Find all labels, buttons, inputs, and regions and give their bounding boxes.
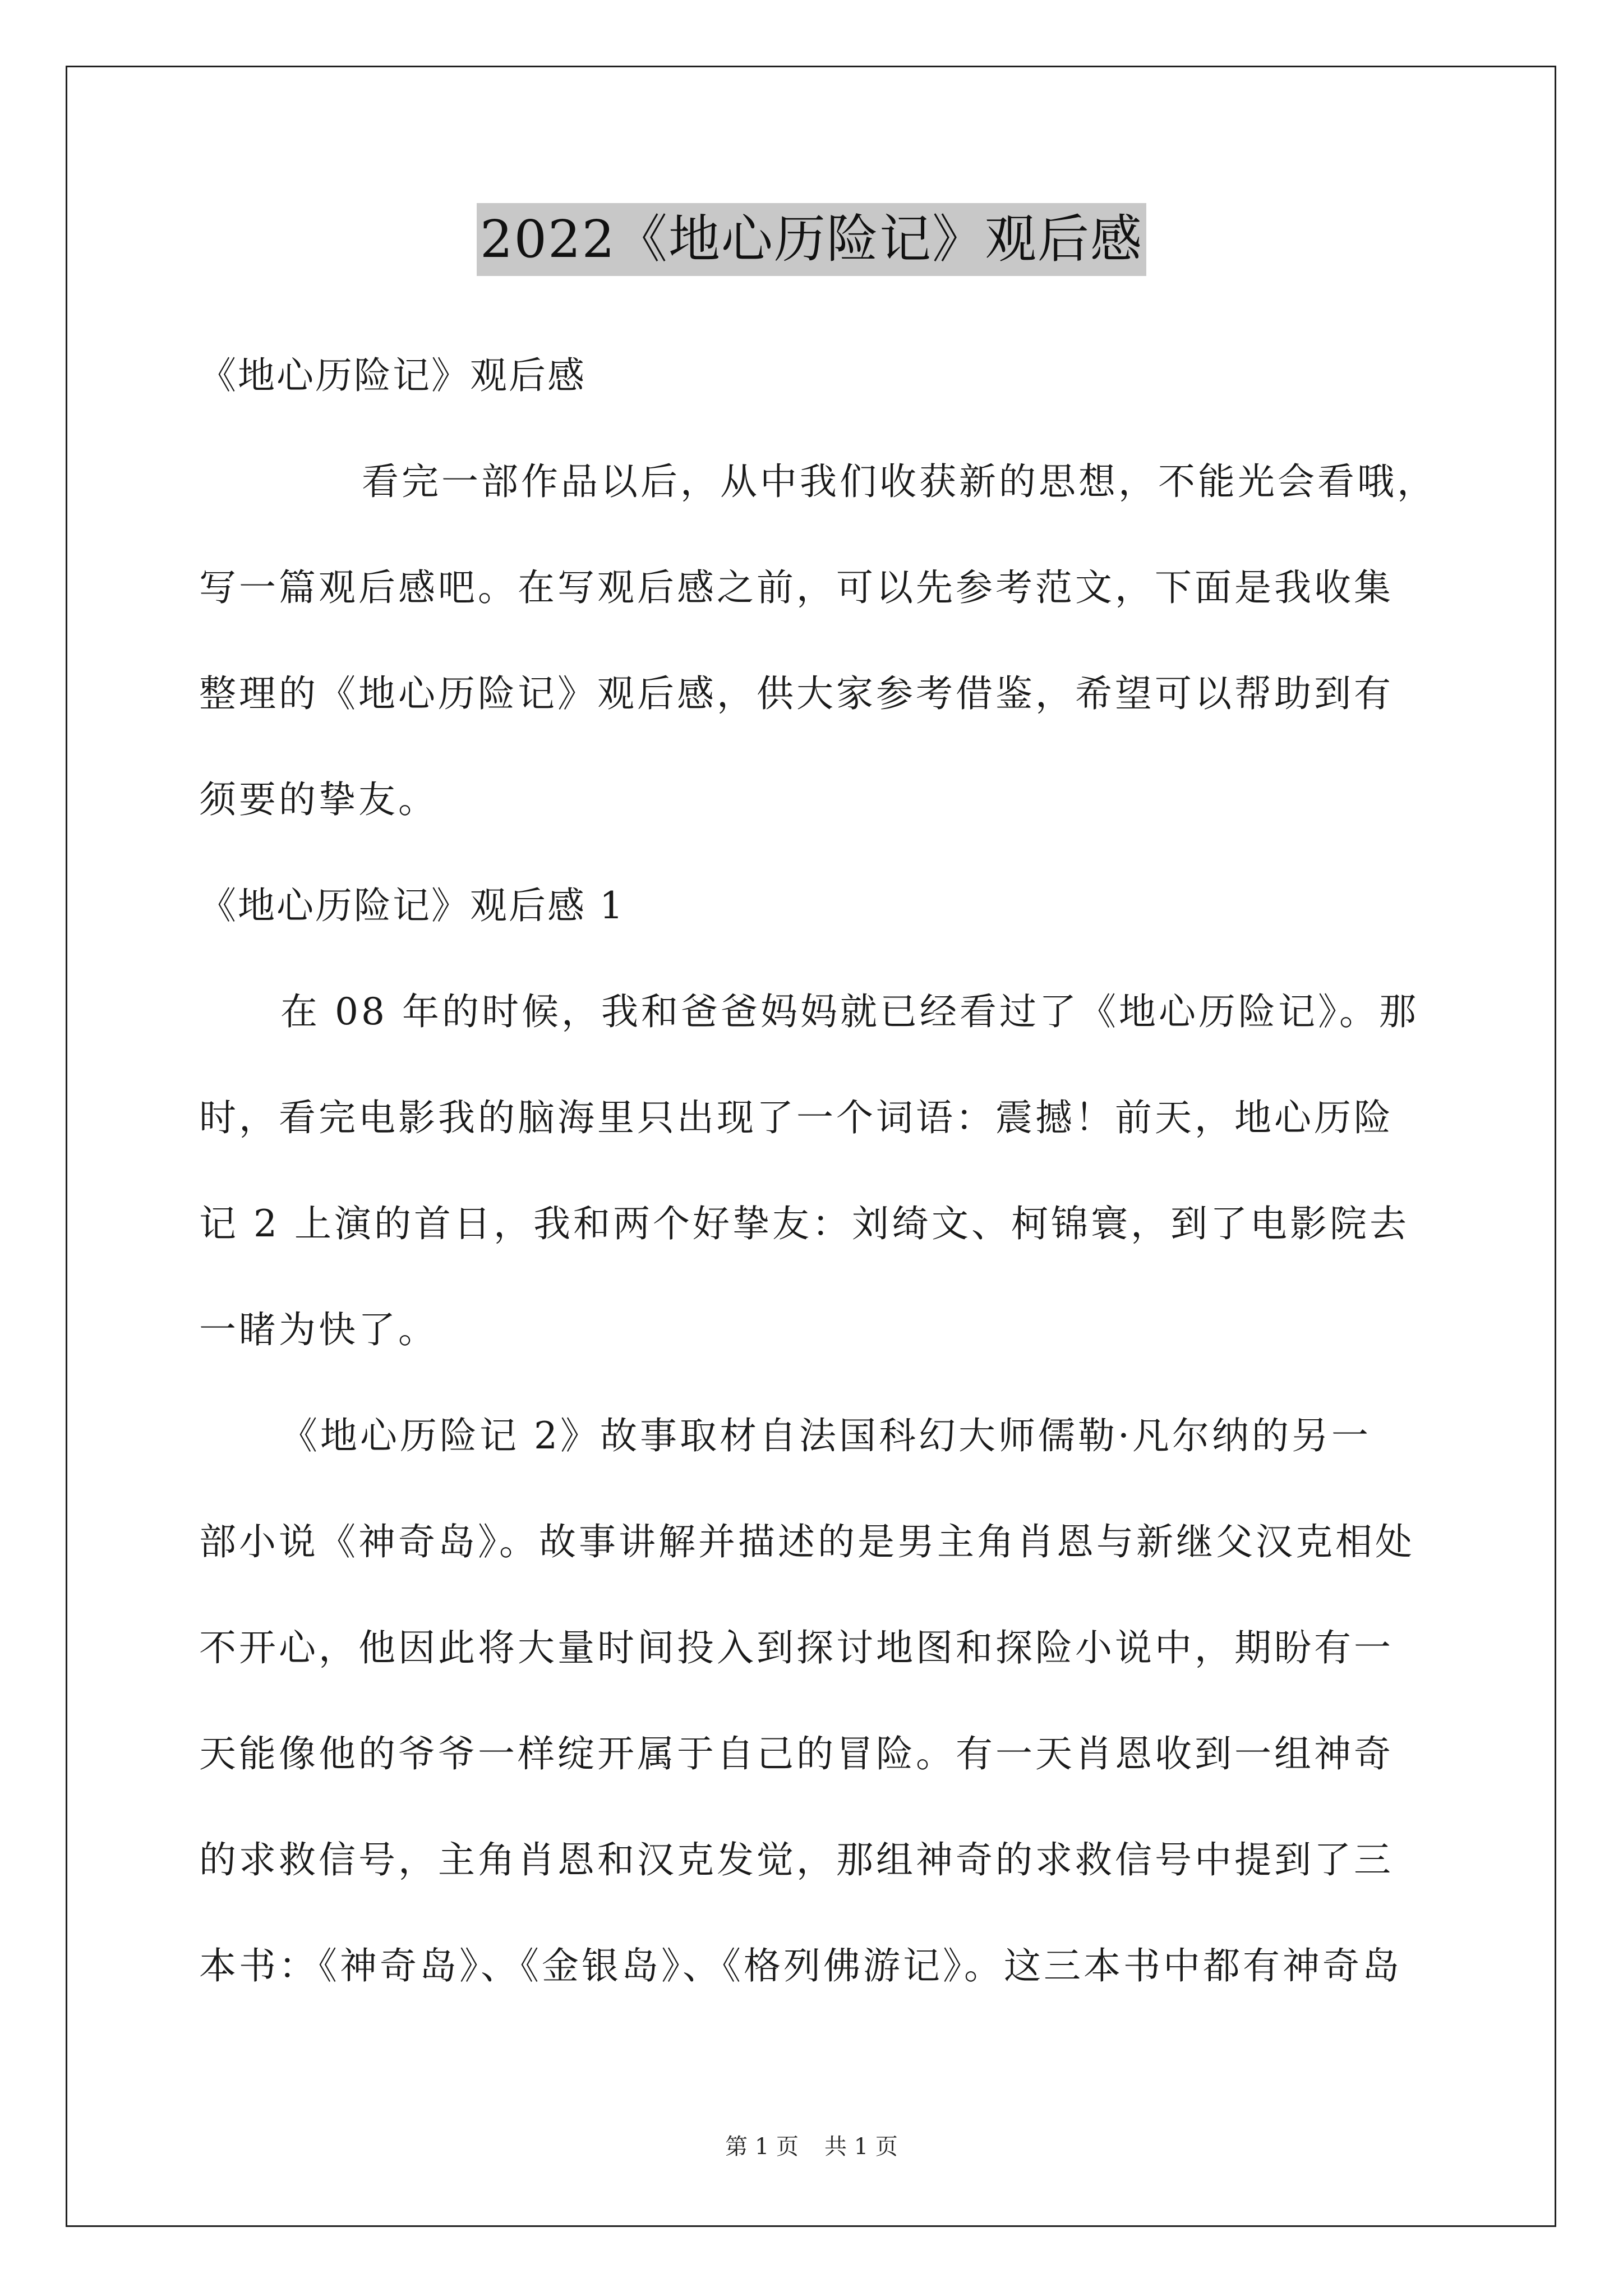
page-number-total: 共 1 页 — [824, 2134, 898, 2160]
page-footer — [0, 2129, 1623, 2161]
paragraph-line: 一睹为快了。 — [199, 1308, 438, 1351]
paragraph-line: 在 08 年的时候，我和爸爸妈妈就已经看过了《地心历险记》。那 — [280, 990, 1419, 1033]
paragraph-line: 整理的《地心历险记》观后感，供大家参考借鉴，希望可以帮助到有 — [199, 672, 1394, 715]
page-number-current: 第 1 页 — [725, 2134, 799, 2160]
paragraph-line: 写一篇观后感吧。在写观后感之前，可以先参考范文，下面是我收集 — [199, 566, 1394, 609]
document-title: 2022《地心历险记》观后感 — [477, 203, 1146, 276]
title-container — [0, 203, 1623, 276]
paragraph-line: 须要的挚友。 — [199, 778, 438, 821]
subheading: 《地心历险记》观后感 — [199, 354, 586, 397]
paragraph-line: 《地心历险记 2》故事取材自法国科幻大师儒勒·凡尔纳的另一 — [280, 1414, 1371, 1457]
paragraph-line: 记 2 上演的首日，我和两个好挚友：刘绮文、柯锦寰，到了电影院去 — [199, 1202, 1409, 1245]
paragraph-line: 部小说《神奇岛》。故事讲解并描述的是男主角肖恩与新继父汉克相处 — [199, 1520, 1415, 1563]
paragraph-line: 天能像他的爷爷一样绽开属于自己的冒险。有一天肖恩收到一组神奇 — [199, 1732, 1394, 1775]
paragraph-line: 的求救信号，主角肖恩和汉克发觉，那组神奇的求救信号中提到了三 — [199, 1838, 1394, 1881]
document-body — [199, 348, 1437, 2044]
paragraph-line: 本书：《神奇岛》、《金银岛》、《格列佛游记》。这三本书中都有神奇岛 — [199, 1944, 1402, 1987]
paragraph-line: 看完一部作品以后，从中我们收获新的思想，不能光会看哦， — [362, 460, 1437, 503]
subheading: 《地心历险记》观后感 1 — [199, 884, 625, 927]
paragraph-line: 时，看完电影我的脑海里只出现了一个词语：震撼！前天，地心历险 — [199, 1096, 1394, 1139]
paragraph-line: 不开心，他因此将大量时间投入到探讨地图和探险小说中，期盼有一 — [199, 1626, 1394, 1669]
